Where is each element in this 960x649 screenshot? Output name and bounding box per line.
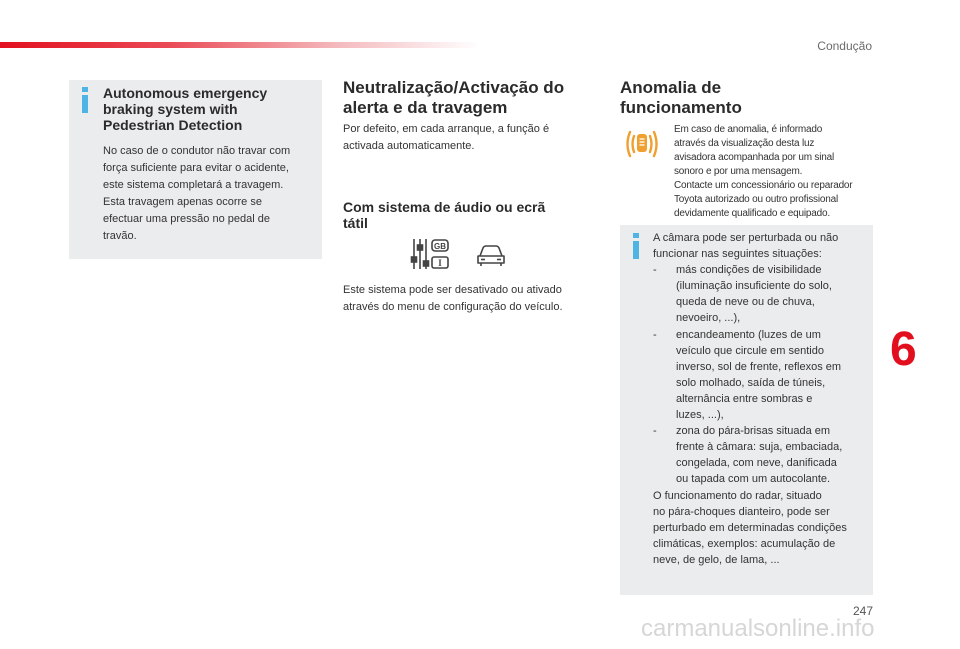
section-heading-malfunction: Anomalia de funcionamento <box>620 78 742 117</box>
camera-conditions-text: A câmara pode ser perturbada ou não funcionar nas seguintes situações: - más condições de visibilidade (iluminação insuficiente do solo, queda de neve ou de chuva, nevoeiro, ...), - encandeamento (luzes de um veículo que circule em sentido inverso, sol de frente, reflexos em solo molhado, saída de túneis, alternância entre sombras e luzes, ...), - zona do pára-brisas situada em frente à câmara: suja, embaciada, congelada, com neve, danificada ou tapada com um autocolante. O funcionamento do radar, situado no pára-choques dianteiro, pode ser perturbado em determinadas condições climáticas, exemplos: acumulação de neve, de gelo, de lama, ... <box>653 230 871 568</box>
watermark: carmanualsonline.info <box>641 615 875 642</box>
section-title: Condução <box>817 39 872 53</box>
panel-text: No caso de o condutor não travar com força suficiente para evitar o acidente, este sistema completará a travagem. Esta travagem apenas ocorre se efectuar uma pressão no pedal de travão. <box>103 145 291 242</box>
chapter-number: 6 <box>890 323 917 376</box>
condition-list <box>653 262 871 487</box>
car-icon <box>476 242 506 268</box>
outro-text: Este sistema pode ser desativado ou ativado através do menu de configuração do veículo. <box>343 284 563 313</box>
info-icon <box>633 233 640 259</box>
page-number: 247 <box>853 604 874 618</box>
settings-sliders-icon <box>410 237 452 271</box>
subheading-audio-system: Com sistema de áudio ou ecrã tátil <box>343 199 546 231</box>
section-heading-neutralization: Neutralização/Activação do alerta e da travagem <box>343 78 565 117</box>
list-item: - zona do pára-brisas situada em frente à câmara: suja, embaciada, congelada, com neve, danificada ou tapada com um autocolante. <box>653 425 843 486</box>
svg-text:GB: GB <box>434 242 446 251</box>
collision-warning-icon <box>624 128 660 160</box>
header-accent-bar <box>0 42 480 48</box>
panel-heading: Autonomous emergency braking system with Pedestrian Detection <box>103 85 268 133</box>
svg-text:I: I <box>438 258 442 268</box>
list-item: - más condições de visibilidade (iluminação insuficiente do solo, queda de neve ou de chuva, nevoeiro, ...), <box>653 264 832 325</box>
intro-text: Por defeito, em cada arranque, a função é activada automaticamente. <box>343 123 550 152</box>
info-icon <box>82 87 89 113</box>
malfunction-warning-text: Em caso de anomalia, é informado através da visualização desta luz avisadora acompanhada por um sinal sonoro e por uma mensagem. Contacte um concessionário ou reparador Toyota autorizado ou outro profissional devidamente qualificado e equipado. <box>674 124 853 219</box>
list-item: - encandeamento (luzes de um veículo que circule em sentido inverso, sol de frente, reflexos em solo molhado, saída de túneis, alternância entre sombras e luzes, ...), <box>653 328 842 422</box>
